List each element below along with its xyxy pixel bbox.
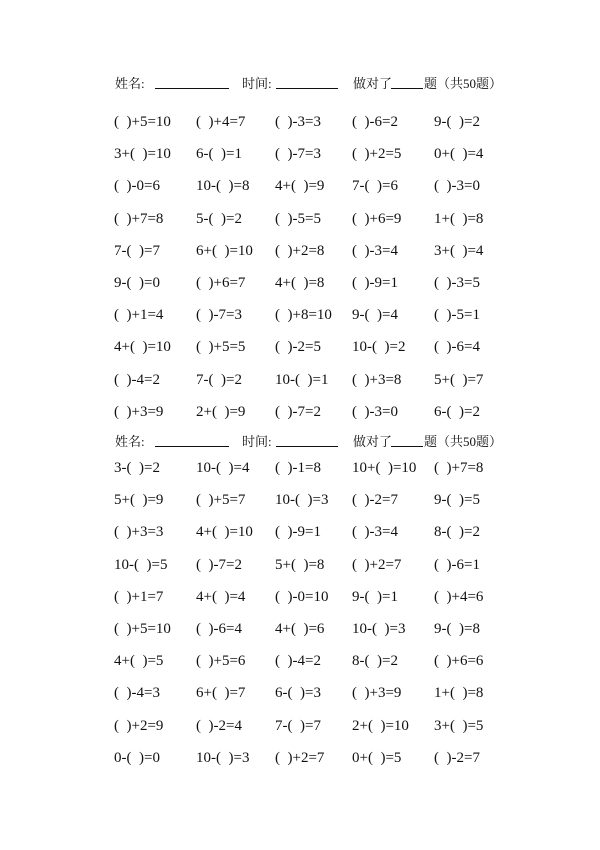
equation-problem: 5+( )=8: [275, 556, 325, 573]
equation-problem: ( )-6=1: [434, 556, 480, 573]
equation-problem: 9-( )=4: [352, 307, 398, 324]
equation-problem: ( )+8=10: [275, 307, 332, 324]
equation-problem: ( )-7=2: [196, 556, 242, 573]
equation-problem: ( )+6=6: [434, 653, 484, 670]
equation-problem: 10-( )=3: [196, 749, 250, 766]
equation-problem: 1+( )=8: [434, 685, 484, 702]
equation-problem: ( )+3=8: [352, 371, 402, 388]
equation-problem: 10-( )=3: [275, 492, 329, 509]
equation-problem: ( )+1=7: [114, 588, 164, 605]
equation-problem: ( )-1=8: [275, 460, 321, 476]
equation-problem: 6-( )=3: [275, 685, 321, 702]
equation-problem: 9-( )=0: [114, 275, 160, 291]
equation-problem: 4+( )=10: [196, 524, 253, 541]
equation-problem: ( )-7=3: [275, 146, 321, 163]
equation-problem: 3+( )=5: [434, 717, 484, 734]
equation-problem: 2+( )=10: [352, 717, 409, 734]
name-blank[interactable]: [155, 74, 229, 89]
equation-problem: ( )-3=5: [434, 275, 480, 291]
equation-problem: 5+( )=7: [434, 371, 484, 388]
problem-row: [0, 271, 600, 295]
problem-row: [0, 174, 600, 198]
equation-problem: ( )-2=5: [275, 339, 321, 356]
equation-problem: ( )-0=10: [275, 588, 329, 605]
equation-problem: 0+( )=4: [434, 146, 484, 163]
problem-row: [0, 553, 600, 577]
equation-problem: ( )+3=9: [114, 403, 164, 420]
problem-row: [0, 207, 600, 231]
equation-problem: 4+( )=10: [114, 339, 171, 356]
equation-problem: ( )+7=8: [434, 460, 484, 476]
equation-problem: 10-( )=2: [352, 339, 406, 356]
name-label: 姓名:: [115, 76, 145, 91]
problem-row: [0, 335, 600, 359]
equation-problem: 4+( )=5: [114, 653, 164, 670]
equation-problem: ( )-7=3: [196, 307, 242, 324]
equation-problem: ( )+5=7: [196, 492, 246, 509]
time-blank[interactable]: [276, 74, 338, 89]
equation-problem: ( )+2=5: [352, 146, 402, 163]
equation-problem: 4+( )=9: [275, 178, 325, 195]
correct-blank[interactable]: [391, 74, 423, 89]
equation-problem: ( )-0=6: [114, 178, 160, 195]
equation-problem: ( )-6=2: [352, 114, 398, 130]
equation-problem: ( )-9=1: [352, 275, 398, 291]
equation-problem: ( )-3=4: [352, 524, 398, 541]
equation-problem: ( )+3=3: [114, 524, 164, 541]
equation-problem: 4+( )=8: [275, 275, 325, 291]
equation-problem: ( )-4=2: [114, 371, 160, 388]
equation-problem: ( )+6=7: [196, 275, 246, 291]
equation-problem: 10-( )=1: [275, 371, 329, 388]
equation-problem: ( )+4=7: [196, 114, 246, 130]
problem-row: [0, 585, 600, 609]
question-count-label: 题（共50题）: [424, 434, 503, 449]
problem-row: [0, 400, 600, 424]
equation-problem: 5+( )=9: [114, 492, 164, 509]
problem-row: [0, 110, 600, 134]
equation-problem: 5-( )=2: [196, 210, 242, 227]
equation-problem: ( )-9=1: [275, 524, 321, 541]
equation-problem: ( )-5=5: [275, 210, 321, 227]
equation-problem: 6-( )=2: [434, 403, 480, 420]
problem-row: [0, 681, 600, 705]
time-label: 时间:: [242, 76, 272, 91]
problem-row: [0, 520, 600, 544]
equation-problem: ( )+2=7: [275, 749, 325, 766]
equation-problem: 3+( )=10: [114, 146, 171, 163]
equation-problem: ( )-5=1: [434, 307, 480, 324]
equation-problem: 7-( )=6: [352, 178, 398, 195]
equation-problem: 4+( )=4: [196, 588, 246, 605]
name-label: 姓名:: [115, 434, 145, 449]
equation-problem: 0-( )=0: [114, 749, 160, 766]
equation-problem: 10-( )=3: [352, 621, 406, 637]
name-blank[interactable]: [155, 432, 229, 447]
equation-problem: ( )+1=4: [114, 307, 164, 324]
equation-problem: ( )+3=9: [352, 685, 402, 702]
correct-blank[interactable]: [391, 432, 423, 447]
equation-problem: 0+( )=5: [352, 749, 402, 766]
correct-label: 做对了: [353, 434, 393, 449]
equation-problem: ( )-3=0: [352, 403, 398, 420]
equation-problem: ( )-3=0: [434, 178, 480, 195]
equation-problem: 3-( )=2: [114, 460, 160, 476]
equation-problem: ( )+5=10: [114, 621, 171, 637]
equation-problem: 9-( )=2: [434, 114, 480, 130]
equation-problem: 7-( )=2: [196, 371, 242, 388]
equation-problem: 2+( )=9: [196, 403, 246, 420]
equation-problem: 1+( )=8: [434, 210, 484, 227]
equation-problem: 10+( )=10: [352, 460, 417, 476]
equation-problem: 10-( )=4: [196, 460, 250, 476]
worksheet-header-1: [115, 74, 555, 94]
problem-row: [0, 617, 600, 641]
equation-problem: 7-( )=7: [114, 242, 160, 259]
time-label: 时间:: [242, 434, 272, 449]
problem-row: [0, 488, 600, 512]
equation-problem: 6+( )=7: [196, 685, 246, 702]
problem-row: [0, 714, 600, 738]
equation-problem: 8-( )=2: [352, 653, 398, 670]
equation-problem: 6+( )=10: [196, 242, 253, 259]
problem-row: [0, 142, 600, 166]
equation-problem: 10-( )=5: [114, 556, 168, 573]
problem-row: [0, 239, 600, 263]
equation-problem: ( )-6=4: [434, 339, 480, 356]
equation-problem: ( )+7=8: [114, 210, 164, 227]
equation-problem: ( )-4=2: [275, 653, 321, 670]
equation-problem: ( )+5=10: [114, 114, 171, 130]
equation-problem: 6-( )=1: [196, 146, 242, 163]
equation-problem: ( )+5=6: [196, 653, 246, 670]
equation-problem: ( )-4=3: [114, 685, 160, 702]
equation-problem: 4+( )=6: [275, 621, 325, 637]
equation-problem: ( )-2=7: [352, 492, 398, 509]
problem-row: [0, 746, 600, 770]
problem-row: [0, 649, 600, 673]
problem-row: [0, 303, 600, 327]
equation-problem: ( )+4=6: [434, 588, 484, 605]
problem-row: [0, 456, 600, 480]
correct-label: 做对了: [353, 76, 393, 91]
equation-problem: ( )-7=2: [275, 403, 321, 420]
equation-problem: ( )-3=3: [275, 114, 321, 130]
equation-problem: 7-( )=7: [275, 717, 321, 734]
equation-problem: ( )+2=8: [275, 242, 325, 259]
equation-problem: ( )-3=4: [352, 242, 398, 259]
equation-problem: ( )-2=4: [196, 717, 242, 734]
equation-problem: 10-( )=8: [196, 178, 250, 195]
time-blank[interactable]: [276, 432, 338, 447]
equation-problem: ( )-2=7: [434, 749, 480, 766]
equation-problem: 9-( )=5: [434, 492, 480, 509]
equation-problem: 9-( )=1: [352, 588, 398, 605]
equation-problem: 9-( )=8: [434, 621, 480, 637]
question-count-label: 题（共50题）: [424, 76, 503, 91]
equation-problem: ( )+2=9: [114, 717, 164, 734]
equation-problem: ( )+6=9: [352, 210, 402, 227]
equation-problem: ( )-6=4: [196, 621, 242, 637]
equation-problem: 3+( )=4: [434, 242, 484, 259]
equation-problem: ( )+2=7: [352, 556, 402, 573]
worksheet-header-2: [115, 432, 555, 452]
problem-row: [0, 368, 600, 392]
equation-problem: 8-( )=2: [434, 524, 480, 541]
equation-problem: ( )+5=5: [196, 339, 246, 356]
